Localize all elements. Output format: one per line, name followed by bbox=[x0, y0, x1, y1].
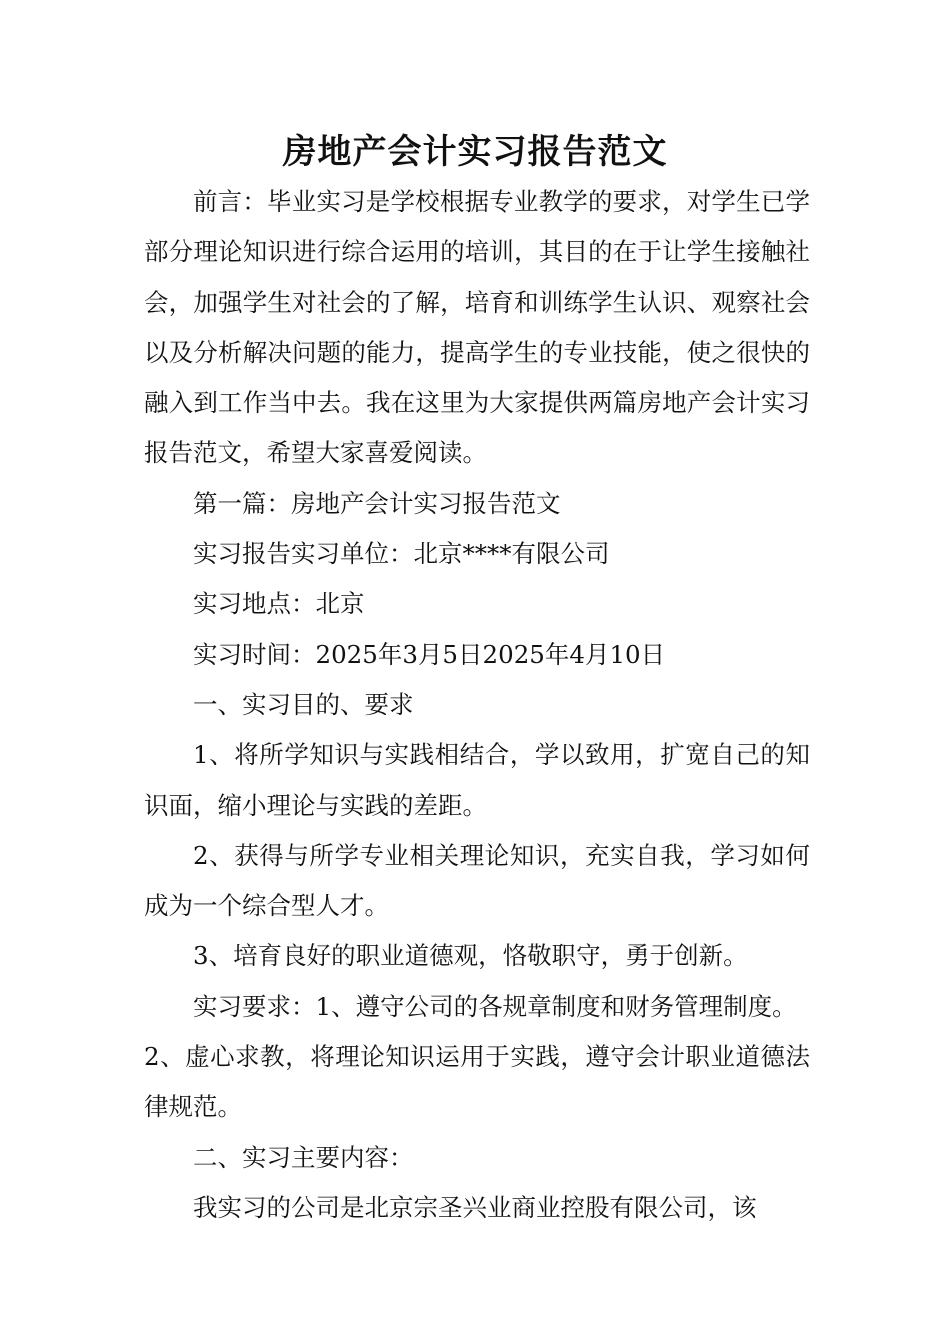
document-title: 房地产会计实习报告范文 bbox=[282, 132, 668, 172]
section-heading-purpose: 一、实习目的、要求 bbox=[193, 689, 414, 719]
paragraph-preface: 前言：毕业实习是学校根据专业教学的要求，对学生已学部分理论知识进行综合运用的培训，其目的在于让学生接触社会，加强学生对社会的了解，培育和训练学生认识、观察社会以及分析解决问题的能力，提高学生的专业技能，使之很快的融入到工作当中去。我在这里为大家提供两篇房地产会计实习报告范文，希望大家喜爱阅读。 bbox=[144, 187, 810, 468]
list-item-purpose-3: 3、培育良好的职业道德观，恪敬职守，勇于创新。 bbox=[193, 941, 748, 971]
list-item-purpose-2: 2、获得与所学专业相关理论知识，充实自我，学习如何成为一个综合型人才。 bbox=[144, 840, 810, 921]
paragraph-internship-unit: 实习报告实习单位：北京****有限公司 bbox=[193, 539, 610, 569]
paragraph-company-intro: 我实习的公司是北京宗圣兴业商业控股有限公司，该 bbox=[193, 1192, 757, 1222]
paragraph-part-one-heading: 第一篇：房地产会计实习报告范文 bbox=[193, 488, 561, 518]
paragraph-internship-location: 实习地点：北京 bbox=[193, 589, 365, 619]
document-body bbox=[144, 177, 810, 1233]
paragraph-requirements: 实习要求：1、遵守公司的各规章制度和财务管理制度。 bbox=[193, 991, 797, 1021]
paragraph-requirements-2: 2、虚心求教，将理论知识运用于实践，遵守会计职业道德法律规范。 bbox=[144, 1042, 810, 1122]
section-heading-main-content: 二、实习主要内容： bbox=[193, 1142, 414, 1172]
list-item-purpose-1: 1、将所学知识与实践相结合，学以致用，扩宽自己的知识面，缩小理论与实践的差距。 bbox=[144, 740, 810, 820]
paragraph-internship-time: 实习时间：2025年3月5日2025年4月10日 bbox=[193, 639, 666, 669]
